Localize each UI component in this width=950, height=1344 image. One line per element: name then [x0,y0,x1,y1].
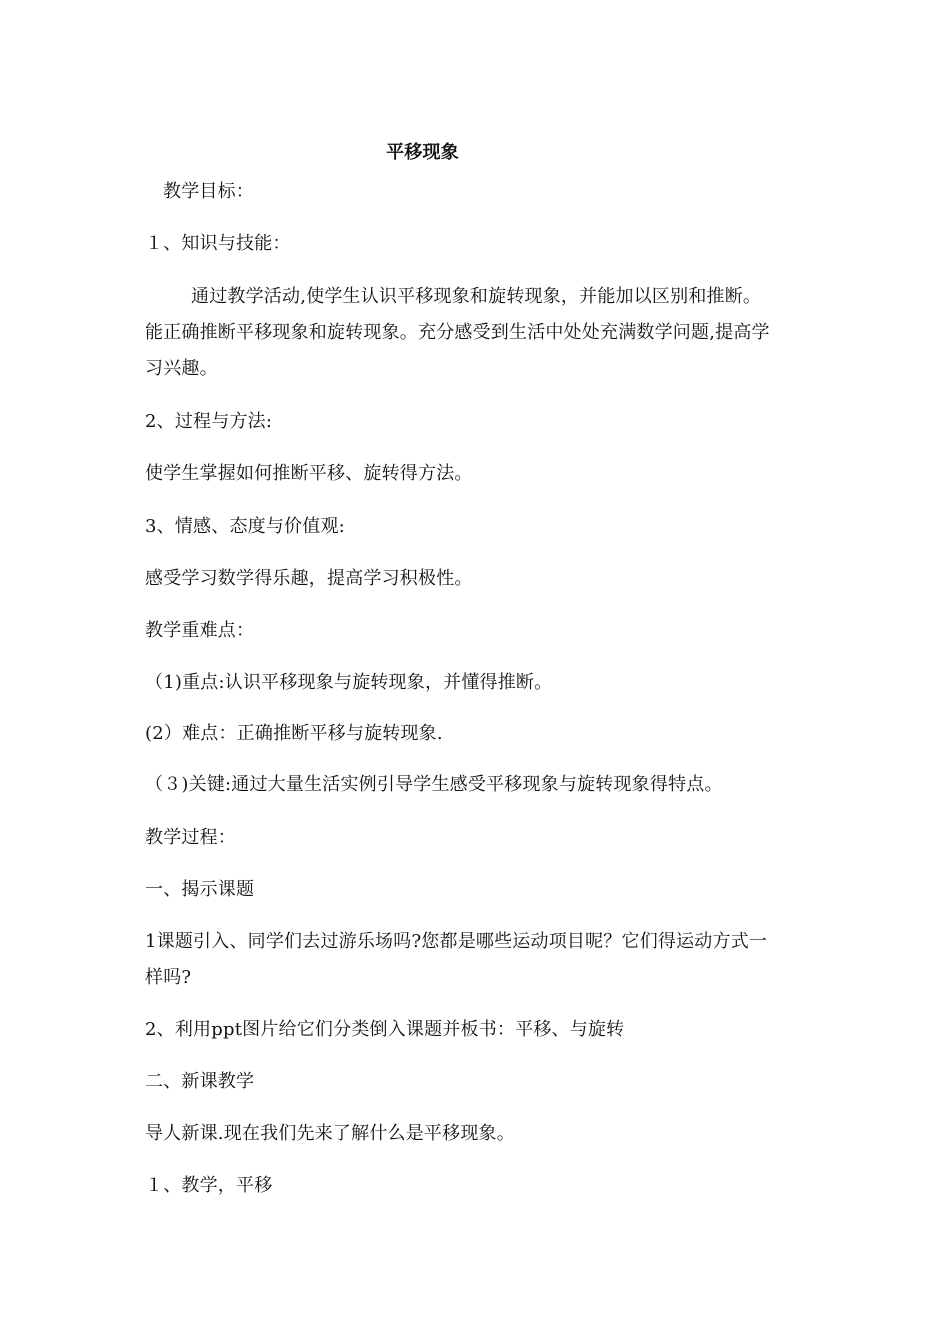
section-1-heading: 一、揭示课题 [145,879,255,900]
process-heading: 2、过程与方法: [145,411,273,432]
emotion-text: 感受学习数学得乐趣，提高学习积极性。 [145,568,473,589]
key-points-heading: 教学重难点： [145,620,255,641]
procedure-heading: 教学过程： [145,827,236,848]
section-1-item-1-line-1: 1课题引入、同学们去过游乐场吗?您都是哪些运动项目呢？它们得运动方式一 [145,931,768,952]
process-text: 使学生掌握如何推断平移、旋转得方法。 [145,463,473,484]
key-point-3: （３)关键:通过大量生活实例引导学生感受平移现象与旋转现象得特点。 [145,774,723,795]
knowledge-paragraph-line-1: 通过教学活动,使学生认识平移现象和旋转现象，并能加以区别和推断。 [191,286,762,307]
section-1-item-1-line-2: 样吗? [145,967,192,988]
section-2-intro: 导人新课.现在我们先来了解什么是平移现象。 [145,1123,515,1144]
section-2-item-1: １、教学，平移 [145,1175,273,1196]
knowledge-heading: １、知识与技能： [145,233,291,254]
knowledge-paragraph-line-2: 能正确推断平移现象和旋转现象。充分感受到生活中处处充满数学问题,提高学 [145,322,770,343]
key-point-2: (2）难点：正确推断平移与旋转现象. [145,723,443,744]
knowledge-paragraph-line-3: 习兴趣。 [145,358,218,379]
objectives-heading: 教学目标： [163,181,254,202]
emotion-heading: 3、情感、态度与价值观: [145,516,345,537]
key-point-1: （1)重点:认识平移现象与旋转现象，并懂得推断。 [145,672,553,693]
document-title: 平移现象 [386,142,459,163]
section-1-item-2: 2、利用ppt图片给它们分类倒入课题并板书：平移、与旋转 [145,1019,625,1040]
section-2-heading: 二、新课教学 [145,1071,255,1092]
